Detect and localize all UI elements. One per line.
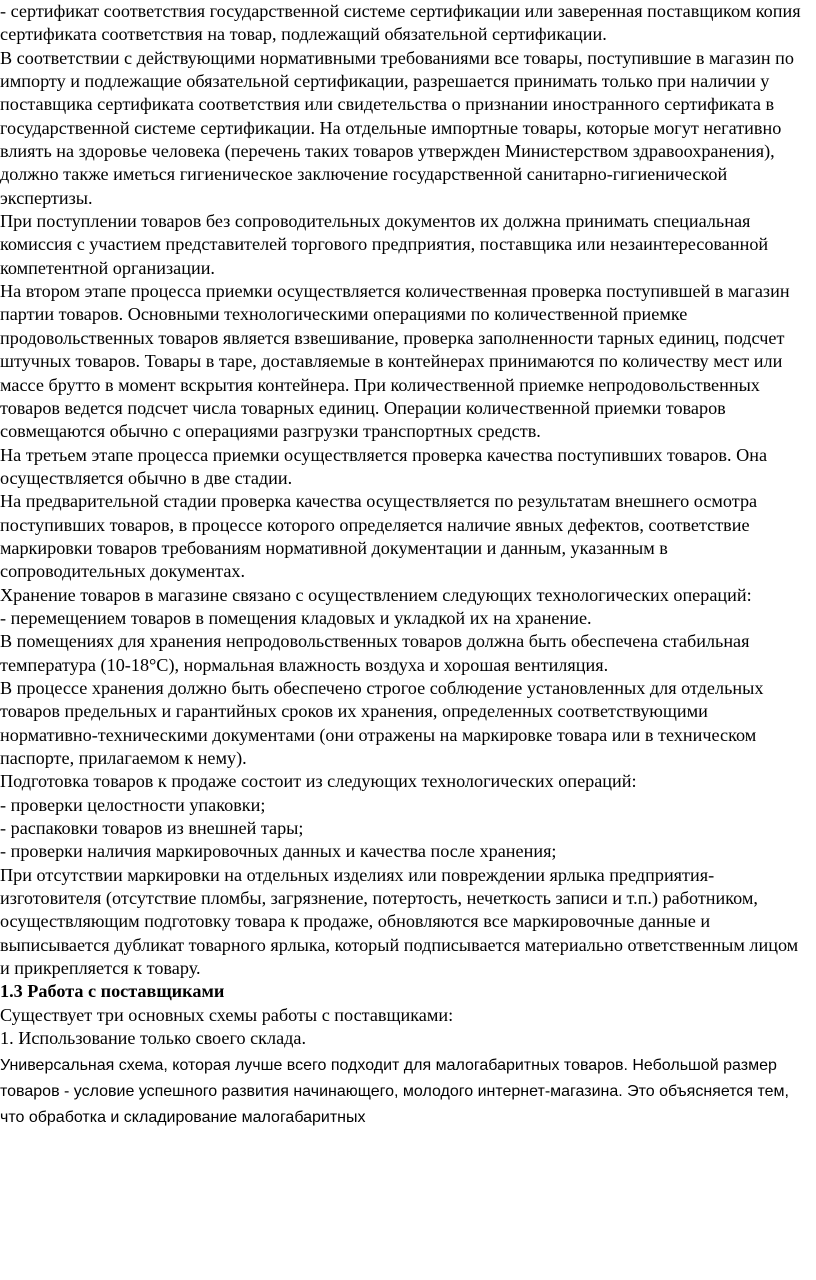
paragraph-certificate-item: - сертификат соответствия государственной системе сертификации или заверенная поставщиком копия сертификата соответствия на товар, подлежащий обязательной сертификации. [0,1,801,45]
list-item-packaging-check: - проверки целостности упаковки; [0,794,266,815]
paragraph-quality-check: На третьем этапе процесса приемки осуществляется проверка качества поступивших товаров. Она осуществляется обычно в две стадии. [0,444,768,488]
paragraph-storage-conditions: В помещениях для хранения непродовольственных товаров должна быть обеспечена стабильная температура (10-18°С), нормальная влажность воздуха и хорошая вентиляция. [0,631,750,675]
paragraph-duplicate-label: При отсутствии маркировки на отдельных изделиях или повреждении ярлыка предприятия-изготовителя (отсутствие пломбы, загрязнение, потертость, нечеткость записи и т.п.) работником, осуществляющим подготовку товара к продаже, обновляются все маркировочные данные и выписывается дубликат товарного ярлыка, который подписывается материально ответственным лицом и прикрепляется к товару. [0,864,799,979]
paragraph-universal-scheme: Универсальная схема, которая лучше всего подходит для малогабаритных товаров. Небольшой размер товаров - условие успешного развития начинающего, молодого интернет-магазина. Это объясняется тем, что обработка и складирование малогабаритных [0,1057,789,1127]
paragraph-quantity-check: На втором этапе процесса приемки осуществляется количественная проверка поступившей в магазин партии товаров. Основными технологическими операциями по количественной приемке продовольственных товаров является взвешивание, проверка заполненности тарных единиц, подсчет штучных товаров. Товары в таре, доставляемые в контейнерах принимаются по количеству мест или массе брутто в момент вскрытия контейнера. При количественной приемке непродовольственных товаров ведется подсчет числа товарных единиц. Операции количественной приемки товаров совмещаются обычно с операциями разгрузки транспортных средств. [0,281,790,442]
list-item-own-warehouse: 1. Использование только своего склада. [0,1028,307,1049]
paragraph-import-certification: В соответствии с действующими нормативными требованиями все товары, поступившие в магазин по импорту и подлежащие обязательной сертификации, разрешается принимать только при наличии у поставщика сертификата соответствия или свидетельства о признании иностранного сертификата в государственной системе сертификации. На отдельные импортные товары, которые могут негативно влиять на здоровье человека (перечень таких товаров утвержден Министерством здравоохранения), должно также иметься гигиеническое заключение государственной санитарно-гигиенической экспертизы. [0,47,794,208]
paragraph-commission: При поступлении товаров без сопроводительных документов их должна принимать специальная комиссия с участием представителей торгового предприятия, поставщика или незаинтересованной компетентной организации. [0,211,769,278]
paragraph-storage-terms: В процессе хранения должно быть обеспечено строгое соблюдение установленных для отдельных товаров предельных и гарантийных сроков их хранения, определенных соответствующими нормативно-техническими документами (они отражены на маркировке товара или в техническом паспорте, прилагаемом к нему). [0,677,764,768]
list-item-moving-goods: - перемещением товаров в помещения кладовых и укладкой их на хранение. [0,607,592,628]
paragraph-supplier-schemes: Существует три основных схемы работы с поставщиками: [0,1004,454,1025]
list-item-unpacking: - распаковки товаров из внешней тары; [0,818,304,839]
paragraph-storage-operations: Хранение товаров в магазине связано с осуществлением следующих технологических операций: [0,584,752,605]
paragraph-preliminary-stage: На предварительной стадии проверка качества осуществляется по результатам внешнего осмотра поступивших товаров, в процессе которого определяется наличие явных дефектов, соответствие маркировки товаров требованиям нормативной документации и данным, указанным в сопроводительных документах. [0,491,758,582]
list-item-marking-check: - проверки наличия маркировочных данных и качества после хранения; [0,841,557,862]
paragraph-sale-preparation: Подготовка товаров к продаже состоит из следующих технологических операций: [0,771,637,792]
section-heading: 1.3 Работа с поставщиками [0,981,225,1002]
